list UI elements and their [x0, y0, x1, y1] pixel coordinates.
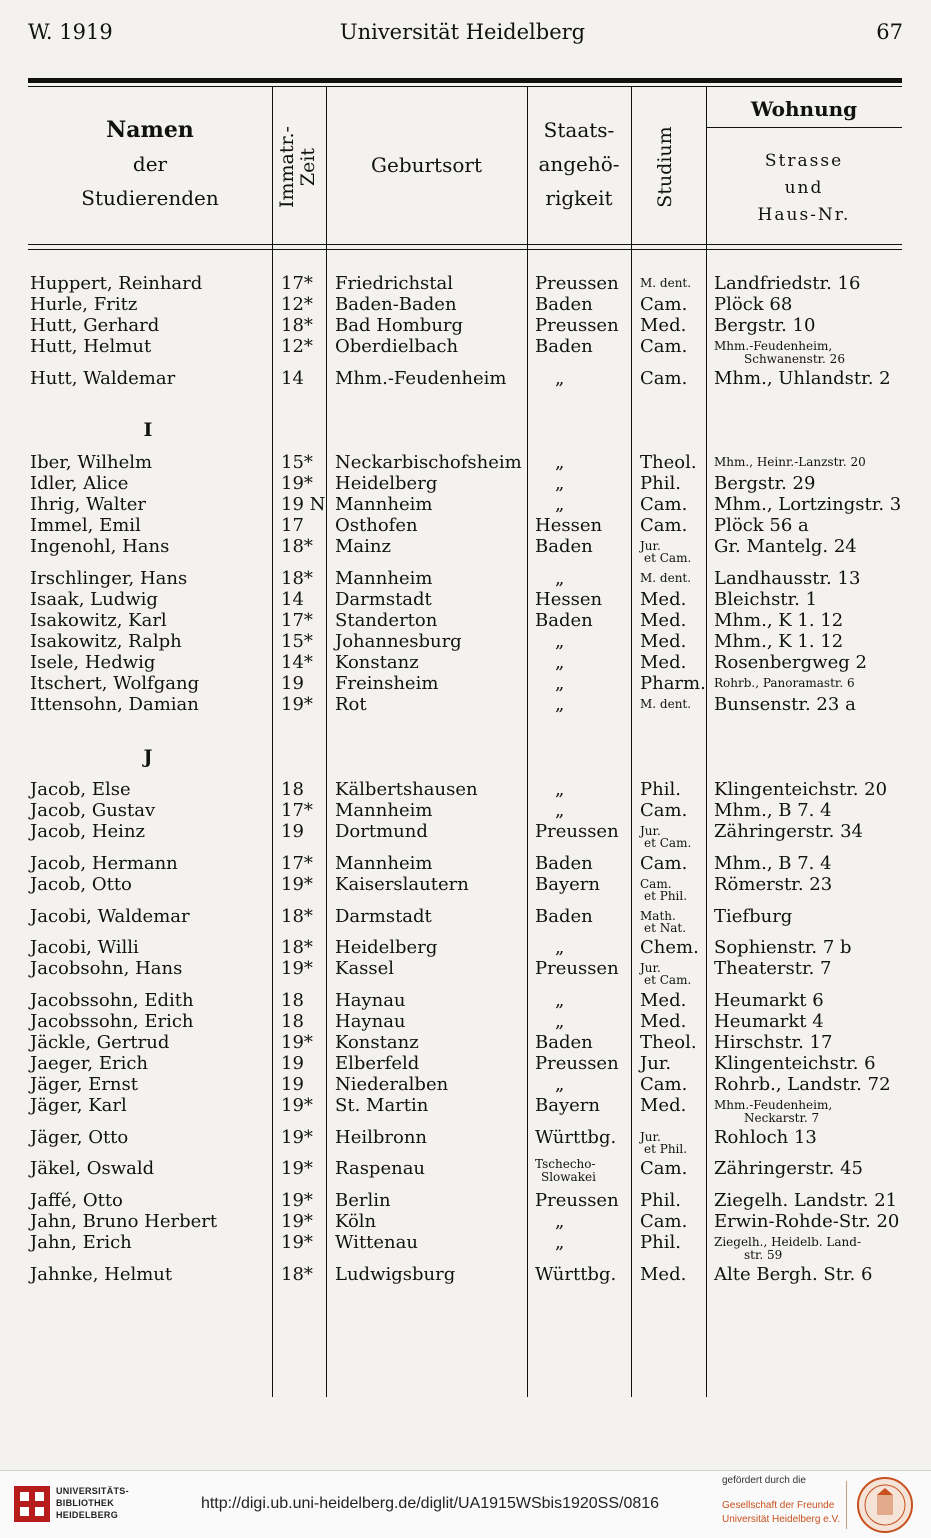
wohnung-adresse: Heumarkt 4 — [714, 1011, 824, 1032]
immatr-zeit: 19 N — [281, 494, 326, 515]
staatsangehoerigkeit: Baden — [535, 610, 593, 631]
col-header-immatr: Immatr.- Zeit — [276, 126, 319, 208]
column-divider — [272, 87, 273, 1397]
wohnung-adresse: Bleichstr. 1 — [714, 589, 818, 610]
student-name: Jacobssohn, Edith — [30, 990, 194, 1011]
student-name: Hutt, Gerhard — [30, 315, 160, 336]
studium: Cam. — [640, 877, 672, 891]
geburtsort: Dortmund — [335, 821, 428, 842]
studium: Med. — [640, 1011, 687, 1032]
wohnung-adresse: Erwin-Rohde-Str. 20 — [714, 1211, 900, 1232]
immatr-zeit: 14* — [281, 652, 313, 673]
immatr-zeit: 19* — [281, 1190, 313, 1211]
studium: Med. — [640, 589, 687, 610]
geburtsort: Mannheim — [335, 494, 433, 515]
student-name: Jahnke, Helmut — [30, 1264, 173, 1285]
geburtsort: Johannesburg — [335, 631, 462, 652]
studium: Med. — [640, 990, 687, 1011]
student-name: Jäger, Karl — [30, 1095, 127, 1116]
wohnung-adresse: Sophienstr. 7 b — [714, 937, 852, 958]
studium: Cam. — [640, 336, 688, 357]
wohnung-adresse: Rohrb., Panoramastr. 6 — [714, 676, 855, 690]
geburtsort: Heilbronn — [335, 1127, 428, 1148]
staatsangehoerigkeit: „ — [555, 368, 565, 389]
staatsangehoerigkeit: Preussen — [535, 1053, 619, 1074]
wohnung-adresse: Mhm., Heinr.-Lanzstr. 20 — [714, 455, 866, 469]
immatr-zeit: 19* — [281, 694, 313, 715]
header-page-number: 67 — [876, 20, 903, 44]
immatr-zeit: 19* — [281, 958, 313, 979]
studium: Phil. — [640, 779, 681, 800]
student-name: Jacob, Otto — [30, 874, 132, 895]
staatsangehoerigkeit: Preussen — [535, 958, 619, 979]
immatr-zeit: 19* — [281, 1232, 313, 1253]
sponsor-name-line2: Universität Heidelberg e.V. — [722, 1514, 841, 1525]
immatr-zeit: 18* — [281, 937, 313, 958]
student-name: Huppert, Reinhard — [30, 273, 203, 294]
wohnung-adresse: Rohrb., Landstr. 72 — [714, 1074, 891, 1095]
wohnung-adresse: Landfriedstr. 16 — [714, 273, 861, 294]
student-name: Isaak, Ludwig — [30, 589, 158, 610]
immatr-zeit: 14 — [281, 589, 304, 610]
wohnung-adresse: Klingenteichstr. 20 — [714, 779, 888, 800]
studium: Med. — [640, 1264, 687, 1285]
studium: Pharm. — [640, 673, 706, 694]
staatsangehoerigkeit: Württbg. — [535, 1264, 617, 1285]
geburtsort: Raspenau — [335, 1158, 426, 1179]
wohnung-adresse: Plöck 56 a — [714, 515, 809, 536]
geburtsort: Haynau — [335, 990, 406, 1011]
staatsangehoerigkeit: „ — [555, 990, 565, 1011]
wohnung-adresse: Landhausstr. 13 — [714, 568, 861, 589]
immatr-zeit: 17* — [281, 853, 313, 874]
wohnung-adresse: Mhm., K 1. 12 — [714, 631, 844, 652]
studium: M. dent. — [640, 697, 692, 711]
immatr-zeit: 17* — [281, 610, 313, 631]
wohnung-adresse: Ziegelh. Landstr. 21 — [714, 1190, 898, 1211]
geburtsort: Wittenau — [335, 1232, 418, 1253]
sponsor-intro: gefördert durch die — [722, 1475, 806, 1486]
studium: Jur. — [640, 961, 661, 975]
section-letter-i: I — [143, 419, 153, 441]
student-name: Ittensohn, Damian — [30, 694, 199, 715]
wohnung-adresse: Bergstr. 10 — [714, 315, 816, 336]
staatsangehoerigkeit: Tschecho- — [535, 1157, 596, 1171]
immatr-zeit: 18* — [281, 1264, 313, 1285]
wohnung-adresse: Heumarkt 6 — [714, 990, 824, 1011]
column-divider — [527, 87, 528, 1397]
geburtsort: Niederalben — [335, 1074, 449, 1095]
staatsangehoerigkeit: Preussen — [535, 1190, 619, 1211]
wohnung-adresse: Rosenbergweg 2 — [714, 652, 867, 673]
wohnung-adresse: Mhm.-Feudenheim, — [714, 1098, 833, 1112]
student-name: Iber, Wilhelm — [30, 452, 153, 473]
studium: Med. — [640, 631, 687, 652]
staatsangehoerigkeit: „ — [555, 631, 565, 652]
staatsangehoerigkeit: Baden — [535, 853, 593, 874]
column-divider — [631, 87, 632, 1397]
studium: Cam. — [640, 800, 688, 821]
geburtsort: Standerton — [335, 610, 438, 631]
col-header-studium: Studium — [654, 126, 676, 208]
staatsangehoerigkeit: „ — [555, 568, 565, 589]
geburtsort: Darmstadt — [335, 589, 432, 610]
student-name: Jäkel, Oswald — [30, 1158, 155, 1179]
immatr-zeit: 18* — [281, 906, 313, 927]
wohnung-adresse: Plöck 68 — [714, 294, 793, 315]
immatr-zeit: 19 — [281, 1053, 304, 1074]
staatsangehoerigkeit: „ — [555, 652, 565, 673]
studium: Jur. — [640, 1053, 672, 1074]
staatsangehoerigkeit: „ — [555, 1011, 565, 1032]
geburtsort: Kälbertshausen — [335, 779, 478, 800]
immatr-zeit: 18 — [281, 1011, 304, 1032]
immatr-zeit: 18 — [281, 779, 304, 800]
immatr-zeit: 18* — [281, 315, 313, 336]
immatr-zeit: 12* — [281, 336, 313, 357]
staatsangehoerigkeit: „ — [555, 1211, 565, 1232]
wohnung-adresse: Mhm., B 7. 4 — [714, 853, 832, 874]
immatr-zeit: 19 — [281, 821, 304, 842]
wohnung-adresse: Römerstr. 23 — [714, 874, 833, 895]
staatsangehoerigkeit: „ — [555, 779, 565, 800]
staatsangehoerigkeit: Württbg. — [535, 1127, 617, 1148]
wohnung-adresse: Zähringerstr. 34 — [714, 821, 864, 842]
studium: Phil. — [640, 1232, 681, 1253]
staatsangehoerigkeit: Hessen — [535, 515, 603, 536]
header-bottom-rule-2 — [28, 249, 902, 250]
immatr-zeit: 19* — [281, 1095, 313, 1116]
column-divider — [326, 87, 327, 1397]
student-name: Itschert, Wolfgang — [30, 673, 200, 694]
geburtsort: Osthofen — [335, 515, 418, 536]
immatr-zeit: 19 — [281, 1074, 304, 1095]
staatsangehoerigkeit: „ — [555, 1074, 565, 1095]
student-name: Jaffé, Otto — [30, 1190, 123, 1211]
student-name: Isakowitz, Karl — [30, 610, 167, 631]
geburtsort: Oberdielbach — [335, 336, 459, 357]
table-top-rule-thin — [28, 86, 902, 87]
studium: Med. — [640, 610, 687, 631]
geburtsort: Neckarbischofsheim — [335, 452, 522, 473]
staatsangehoerigkeit: Baden — [535, 1032, 593, 1053]
column-divider — [706, 87, 707, 1397]
studium: Med. — [640, 1095, 687, 1116]
staatsangehoerigkeit: Preussen — [535, 315, 619, 336]
header-semester: W. 1919 — [28, 20, 113, 44]
geburtsort: Kaiserslautern — [335, 874, 469, 895]
student-name: Hutt, Helmut — [30, 336, 152, 357]
staatsangehoerigkeit: Baden — [535, 906, 593, 927]
student-name: Jäckle, Gertrud — [30, 1032, 170, 1053]
wohnung-adresse: Hirschstr. 17 — [714, 1032, 833, 1053]
studium: Med. — [640, 652, 687, 673]
student-name: Ingenohl, Hans — [30, 536, 170, 557]
staatsangehoerigkeit: „ — [555, 694, 565, 715]
studium: Jur. — [640, 539, 661, 553]
immatr-zeit: 12* — [281, 294, 313, 315]
student-name: Jahn, Erich — [30, 1232, 132, 1253]
staatsangehoerigkeit: Baden — [535, 536, 593, 557]
student-name: Jäger, Ernst — [30, 1074, 138, 1095]
wohnung-adresse: Mhm., Lortzingstr. 3 — [714, 494, 902, 515]
geburtsort: Heidelberg — [335, 937, 438, 958]
student-name: Hutt, Waldemar — [30, 368, 176, 389]
student-name: Jacob, Hermann — [30, 853, 178, 874]
immatr-zeit: 18* — [281, 536, 313, 557]
staatsangehoerigkeit: Preussen — [535, 821, 619, 842]
student-name: Hurle, Fritz — [30, 294, 138, 315]
immatr-zeit: 17* — [281, 273, 313, 294]
geburtsort: Darmstadt — [335, 906, 432, 927]
student-name: Jacobi, Willi — [30, 937, 139, 958]
immatr-zeit: 19* — [281, 1032, 313, 1053]
geburtsort: Mannheim — [335, 853, 433, 874]
studium: Cam. — [640, 853, 688, 874]
student-name: Idler, Alice — [30, 473, 129, 494]
studium: M. dent. — [640, 571, 692, 585]
staatsangehoerigkeit: Bayern — [535, 874, 600, 895]
wohnung-adresse-line2: str. 59 — [744, 1248, 783, 1262]
student-name: Isele, Hedwig — [30, 652, 156, 673]
staatsangehoerigkeit-line2: Slowakei — [541, 1170, 596, 1184]
student-name: Jacobsohn, Hans — [30, 958, 183, 979]
wohnung-adresse: Zähringerstr. 45 — [714, 1158, 864, 1179]
immatr-zeit: 17* — [281, 800, 313, 821]
staatsangehoerigkeit: Baden — [535, 336, 593, 357]
studium: Phil. — [640, 473, 681, 494]
immatr-zeit: 15* — [281, 452, 313, 473]
geburtsort: Friedrichstal — [335, 273, 454, 294]
studium: Cam. — [640, 494, 688, 515]
library-name: UNIVERSITÄTS- BIBLIOTHEK HEIDELBERG — [56, 1486, 129, 1520]
student-name: Ihrig, Walter — [30, 494, 146, 515]
wohnung-adresse: Alte Bergh. Str. 6 — [714, 1264, 873, 1285]
staatsangehoerigkeit: „ — [555, 494, 565, 515]
studium: Theol. — [640, 452, 697, 473]
student-name: Jacobi, Waldemar — [30, 906, 190, 927]
section-letter-j: J — [143, 746, 153, 768]
staatsangehoerigkeit: „ — [555, 800, 565, 821]
wohnung-adresse: Mhm., B 7. 4 — [714, 800, 832, 821]
student-name: Jäger, Otto — [30, 1127, 129, 1148]
studium: Cam. — [640, 1211, 688, 1232]
student-name: Jacob, Else — [30, 779, 131, 800]
geburtsort: Kassel — [335, 958, 395, 979]
wohnung-adresse: Bunsenstr. 23 a — [714, 694, 856, 715]
wohnung-adresse: Ziegelh., Heidelb. Land- — [714, 1235, 861, 1249]
geburtsort: St. Martin — [335, 1095, 429, 1116]
studium-line2: et Cam. — [644, 973, 692, 987]
geburtsort: Mannheim — [335, 568, 433, 589]
studium: Chem. — [640, 937, 699, 958]
immatr-zeit: 19* — [281, 874, 313, 895]
wohnung-adresse-line2: Neckarstr. 7 — [744, 1111, 820, 1125]
immatr-zeit: 19* — [281, 1158, 313, 1179]
studium: Jur. — [640, 824, 661, 838]
geburtsort: Mainz — [335, 536, 391, 557]
geburtsort: Mannheim — [335, 800, 433, 821]
studium: Jur. — [640, 1130, 661, 1144]
geburtsort: Konstanz — [335, 652, 419, 673]
immatr-zeit: 19 — [281, 673, 304, 694]
studium: Theol. — [640, 1032, 697, 1053]
studium-line2: et Phil. — [644, 889, 688, 903]
wohnung-adresse: Mhm.-Feudenheim, — [714, 339, 833, 353]
geburtsort: Freinsheim — [335, 673, 439, 694]
immatr-zeit: 19* — [281, 1127, 313, 1148]
immatr-zeit: 19* — [281, 473, 313, 494]
wohnung-adresse: Gr. Mantelg. 24 — [714, 536, 857, 557]
studium-line2: et Nat. — [644, 921, 687, 935]
geburtsort: Elberfeld — [335, 1053, 420, 1074]
student-name: Jacob, Heinz — [30, 821, 146, 842]
wohnung-adresse: Rohloch 13 — [714, 1127, 817, 1148]
staatsangehoerigkeit: „ — [555, 673, 565, 694]
studium: Med. — [640, 315, 687, 336]
geburtsort: Konstanz — [335, 1032, 419, 1053]
studium: Cam. — [640, 368, 688, 389]
student-name: Irschlinger, Hans — [30, 568, 188, 589]
studium-line2: et Cam. — [644, 551, 692, 565]
immatr-zeit: 17 — [281, 515, 304, 536]
geburtsort: Heidelberg — [335, 473, 438, 494]
studium: Math. — [640, 909, 676, 923]
geburtsort: Ludwigsburg — [335, 1264, 456, 1285]
student-name: Jahn, Bruno Herbert — [30, 1211, 218, 1232]
studium: Cam. — [640, 1158, 688, 1179]
sponsor-name-line1: Gesellschaft der Freunde — [722, 1500, 835, 1511]
immatr-zeit: 14 — [281, 368, 304, 389]
geburtsort: Haynau — [335, 1011, 406, 1032]
staatsangehoerigkeit: „ — [555, 452, 565, 473]
geburtsort: Rot — [335, 694, 367, 715]
studium: Cam. — [640, 1074, 688, 1095]
studium-line2: et Phil. — [644, 1142, 688, 1156]
wohnung-adresse: Tiefburg — [714, 906, 793, 927]
staatsangehoerigkeit: „ — [555, 473, 565, 494]
student-name: Jacobssohn, Erich — [30, 1011, 194, 1032]
wohnung-adresse-line2: Schwanenstr. 26 — [744, 352, 845, 366]
studium: M. dent. — [640, 276, 692, 290]
col-header-geburtsort: Geburtsort — [371, 153, 482, 177]
header-title: Universität Heidelberg — [339, 20, 586, 44]
wohnung-adresse: Theaterstr. 7 — [714, 958, 832, 979]
student-name: Jacob, Gustav — [30, 800, 156, 821]
student-name: Immel, Emil — [30, 515, 141, 536]
immatr-zeit: 18* — [281, 568, 313, 589]
footer-bar — [0, 1470, 931, 1538]
immatr-zeit: 18 — [281, 990, 304, 1011]
permalink-url[interactable]: http://digi.ub.uni-heidelberg.de/diglit/UA1915WSbis1920SS/0816 — [200, 1495, 660, 1512]
student-name: Isakowitz, Ralph — [30, 631, 182, 652]
studium-line2: et Cam. — [644, 836, 692, 850]
staatsangehoerigkeit: Bayern — [535, 1095, 600, 1116]
geburtsort: Köln — [335, 1211, 377, 1232]
wohnung-adresse: Mhm., Uhlandstr. 2 — [714, 368, 891, 389]
studium: Phil. — [640, 1190, 681, 1211]
geburtsort: Mhm.-Feudenheim — [335, 368, 507, 389]
student-name: Jaeger, Erich — [30, 1053, 149, 1074]
immatr-zeit: 15* — [281, 631, 313, 652]
staatsangehoerigkeit: „ — [555, 1232, 565, 1253]
footer-divider — [846, 1481, 847, 1529]
geburtsort: Baden-Baden — [335, 294, 457, 315]
wohnung-adresse: Mhm., K 1. 12 — [714, 610, 844, 631]
wohnung-adresse: Klingenteichstr. 6 — [714, 1053, 876, 1074]
geburtsort: Berlin — [335, 1190, 391, 1211]
immatr-zeit: 19* — [281, 1211, 313, 1232]
col-header-staat: Staats- angehö- rigkeit — [538, 118, 620, 210]
staatsangehoerigkeit: Preussen — [535, 273, 619, 294]
staatsangehoerigkeit: Hessen — [535, 589, 603, 610]
studium: Cam. — [640, 515, 688, 536]
university-seal-icon — [856, 1476, 914, 1534]
header-bottom-rule — [28, 244, 902, 245]
col-header-namen: Namen der Studierenden — [81, 117, 219, 210]
staatsangehoerigkeit: Baden — [535, 294, 593, 315]
col-header-strasse: Strasse und Haus-Nr. — [757, 151, 851, 225]
staatsangehoerigkeit: „ — [555, 937, 565, 958]
col-header-wohnung: Wohnung — [750, 97, 858, 121]
wohnung-adresse: Bergstr. 29 — [714, 473, 816, 494]
wohnung-header-rule — [706, 127, 902, 128]
studium: Cam. — [640, 294, 688, 315]
geburtsort: Bad Homburg — [335, 315, 464, 336]
table-top-rule — [28, 78, 902, 83]
